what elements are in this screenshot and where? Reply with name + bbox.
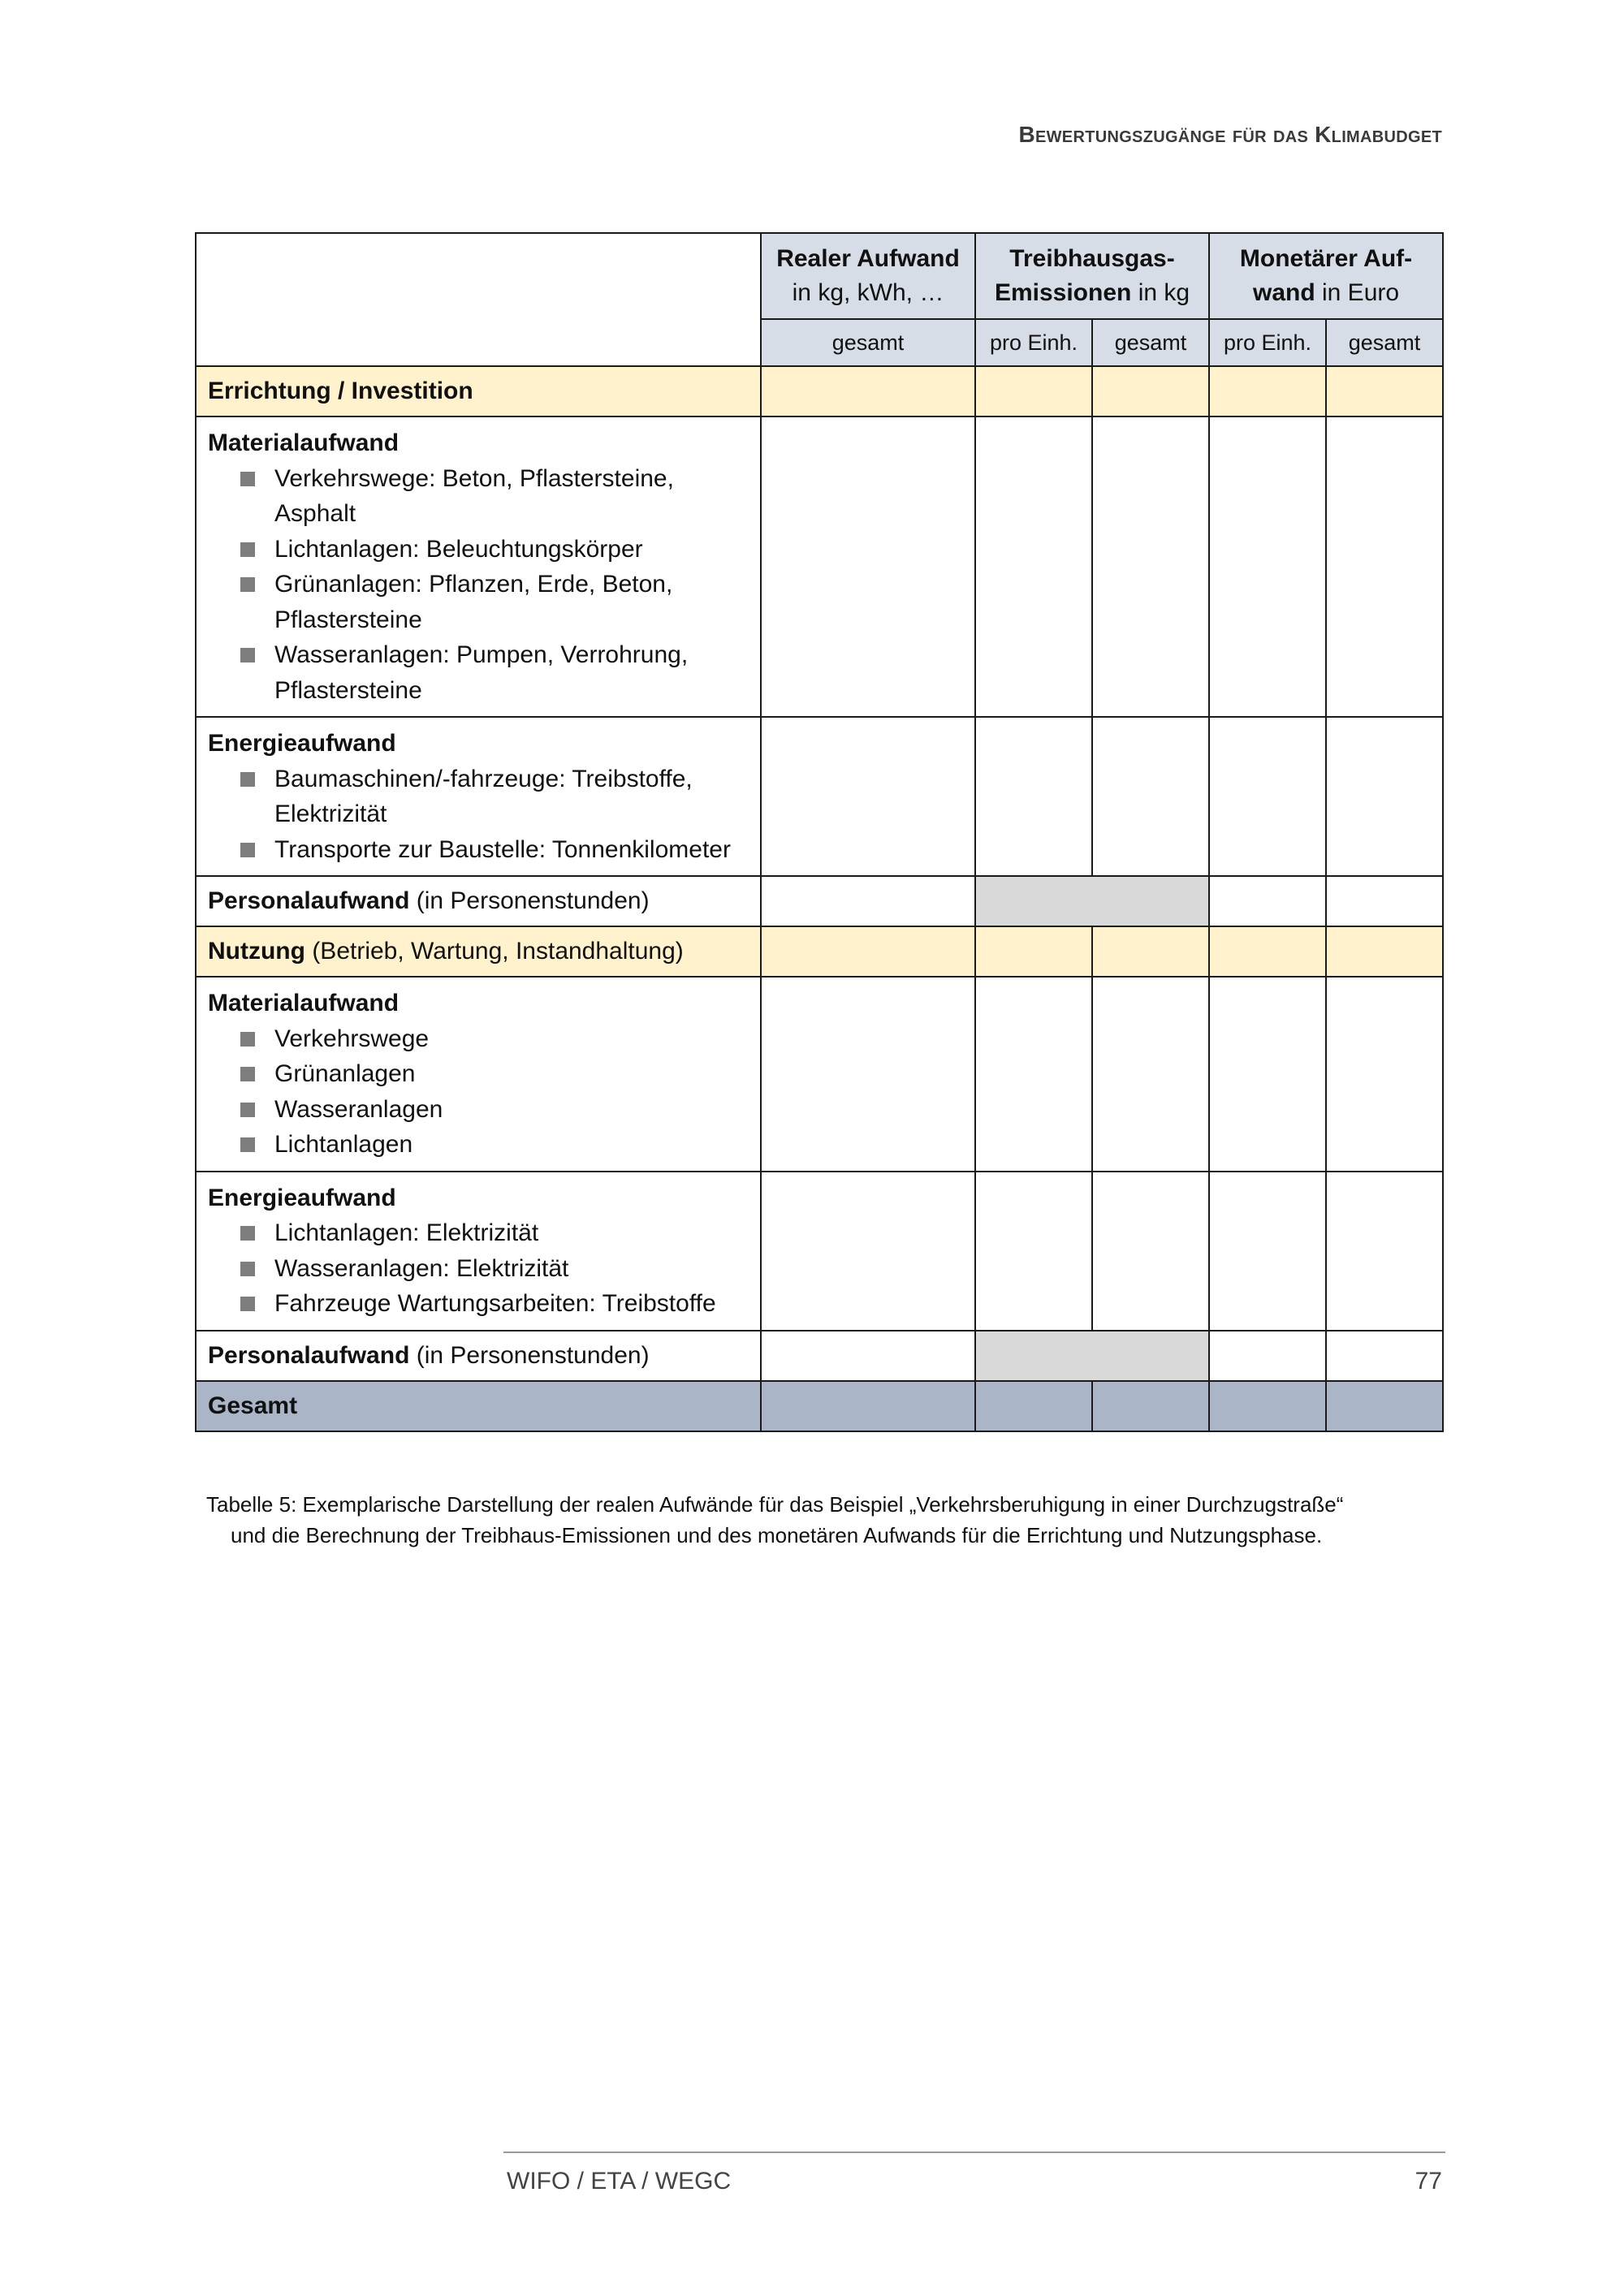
material-label: Materialaufwand Verkehrswege Grünanlagen Wasseranlagen Lichtanlagen: [196, 977, 761, 1172]
page-number: 77: [1415, 2168, 1442, 2195]
list-item: Lichtanlagen: [240, 1127, 749, 1163]
footer-institutions: WIFO / ETA / WEGC: [507, 2168, 732, 2195]
subheader-mon-gesamt: gesamt: [1326, 319, 1443, 366]
material-row-nutzung: [196, 977, 1443, 1172]
subheader-ghg-gesamt: gesamt: [1092, 319, 1209, 366]
phase-row-nutzung: [196, 926, 1443, 977]
energy-label: Energieaufwand Baumaschinen/-fahrzeuge: Treibstoffe, Elektrizität Transporte zur Baustelle: Tonnenkilometer: [196, 717, 761, 876]
list-item: Wasseranlagen: [240, 1092, 749, 1128]
running-head: Bewertungszugänge für das Klimabudget: [1018, 122, 1442, 147]
subheader-real-gesamt: gesamt: [761, 319, 975, 366]
total-row: [196, 1381, 1443, 1431]
list-item: Transporte zur Baustelle: Tonnenkilometer: [240, 832, 749, 868]
list-item: Wasseranlagen: Pumpen, Verrohrung, Pflastersteine: [240, 637, 749, 708]
header-blank-cell: [196, 233, 761, 366]
header-ghg-emissions: Treibhausgas- Emissionen in kg: [975, 233, 1209, 319]
header-row: [196, 233, 1443, 319]
material-bullet-list: [208, 1021, 749, 1163]
list-item: Wasseranlagen: Elektrizität: [240, 1251, 749, 1287]
phase-label: Nutzung (Betrieb, Wartung, Instandhaltung): [196, 926, 761, 977]
list-item: Verkehrswege: Beton, Pflastersteine, Asphalt: [240, 461, 749, 532]
list-item: Grünanlagen: [240, 1056, 749, 1092]
footer-rule: [503, 2151, 1445, 2153]
material-row-errichtung: [196, 416, 1443, 717]
list-item: Baumaschinen/-fahrzeuge: Treibstoffe, Elektrizität: [240, 762, 749, 832]
energy-bullet-list: [208, 1215, 749, 1322]
material-label: Materialaufwand Verkehrswege: Beton, Pflastersteine, Asphalt Lichtanlagen: Beleuchtungskörper Grünanlagen: Pflanzen, Erde, Beton, Pflastersteine Wasseranlagen: Pumpen, Verrohrung, Pflastersteine: [196, 416, 761, 717]
energy-label: Energieaufwand Lichtanlagen: Elektrizität Wasseranlagen: Elektrizität Fahrzeuge Wartungsarbeiten: Treibstoffe: [196, 1172, 761, 1331]
phase-row-errichtung: [196, 366, 1443, 416]
phase-label: Errichtung / Investition: [196, 366, 761, 416]
header-monetary-cost: Monetärer Auf- wand in Euro: [1209, 233, 1443, 319]
table-caption: Tabelle 5: Exemplarische Darstellung der realen Aufwände für das Beispiel „Verkehrsberuhigung in einer Durchzugstraße“ und die Berechnung der Treibhaus-Emissionen und des monetären Aufwands für die Errichtung und Nutzungsphase.: [206, 1492, 1344, 1547]
list-item: Grünanlagen: Pflanzen, Erde, Beton, Pflastersteine: [240, 567, 749, 637]
personnel-row-errichtung: [196, 876, 1443, 926]
greyed-cell: [975, 1331, 1209, 1381]
subheader-mon-pro-einh: pro Einh.: [1209, 319, 1326, 366]
energy-row-nutzung: [196, 1172, 1443, 1331]
personnel-label: Personalaufwand (in Personenstunden): [196, 1331, 761, 1381]
list-item: Lichtanlagen: Beleuchtungskörper: [240, 532, 749, 568]
personnel-label: Personalaufwand (in Personenstunden): [196, 876, 761, 926]
list-item: Verkehrswege: [240, 1021, 749, 1057]
greyed-cell: [975, 876, 1209, 926]
personnel-row-nutzung: [196, 1331, 1443, 1381]
header-real-cost: Realer Aufwand in kg, kWh, …: [761, 233, 975, 319]
list-item: Lichtanlagen: Elektrizität: [240, 1215, 749, 1251]
total-label: Gesamt: [196, 1381, 761, 1431]
material-bullet-list: [208, 461, 749, 709]
list-item: Fahrzeuge Wartungsarbeiten: Treibstoffe: [240, 1286, 749, 1322]
cost-table: [195, 232, 1444, 1432]
energy-bullet-list: [208, 762, 749, 868]
subheader-ghg-pro-einh: pro Einh.: [975, 319, 1092, 366]
energy-row-errichtung: [196, 717, 1443, 876]
